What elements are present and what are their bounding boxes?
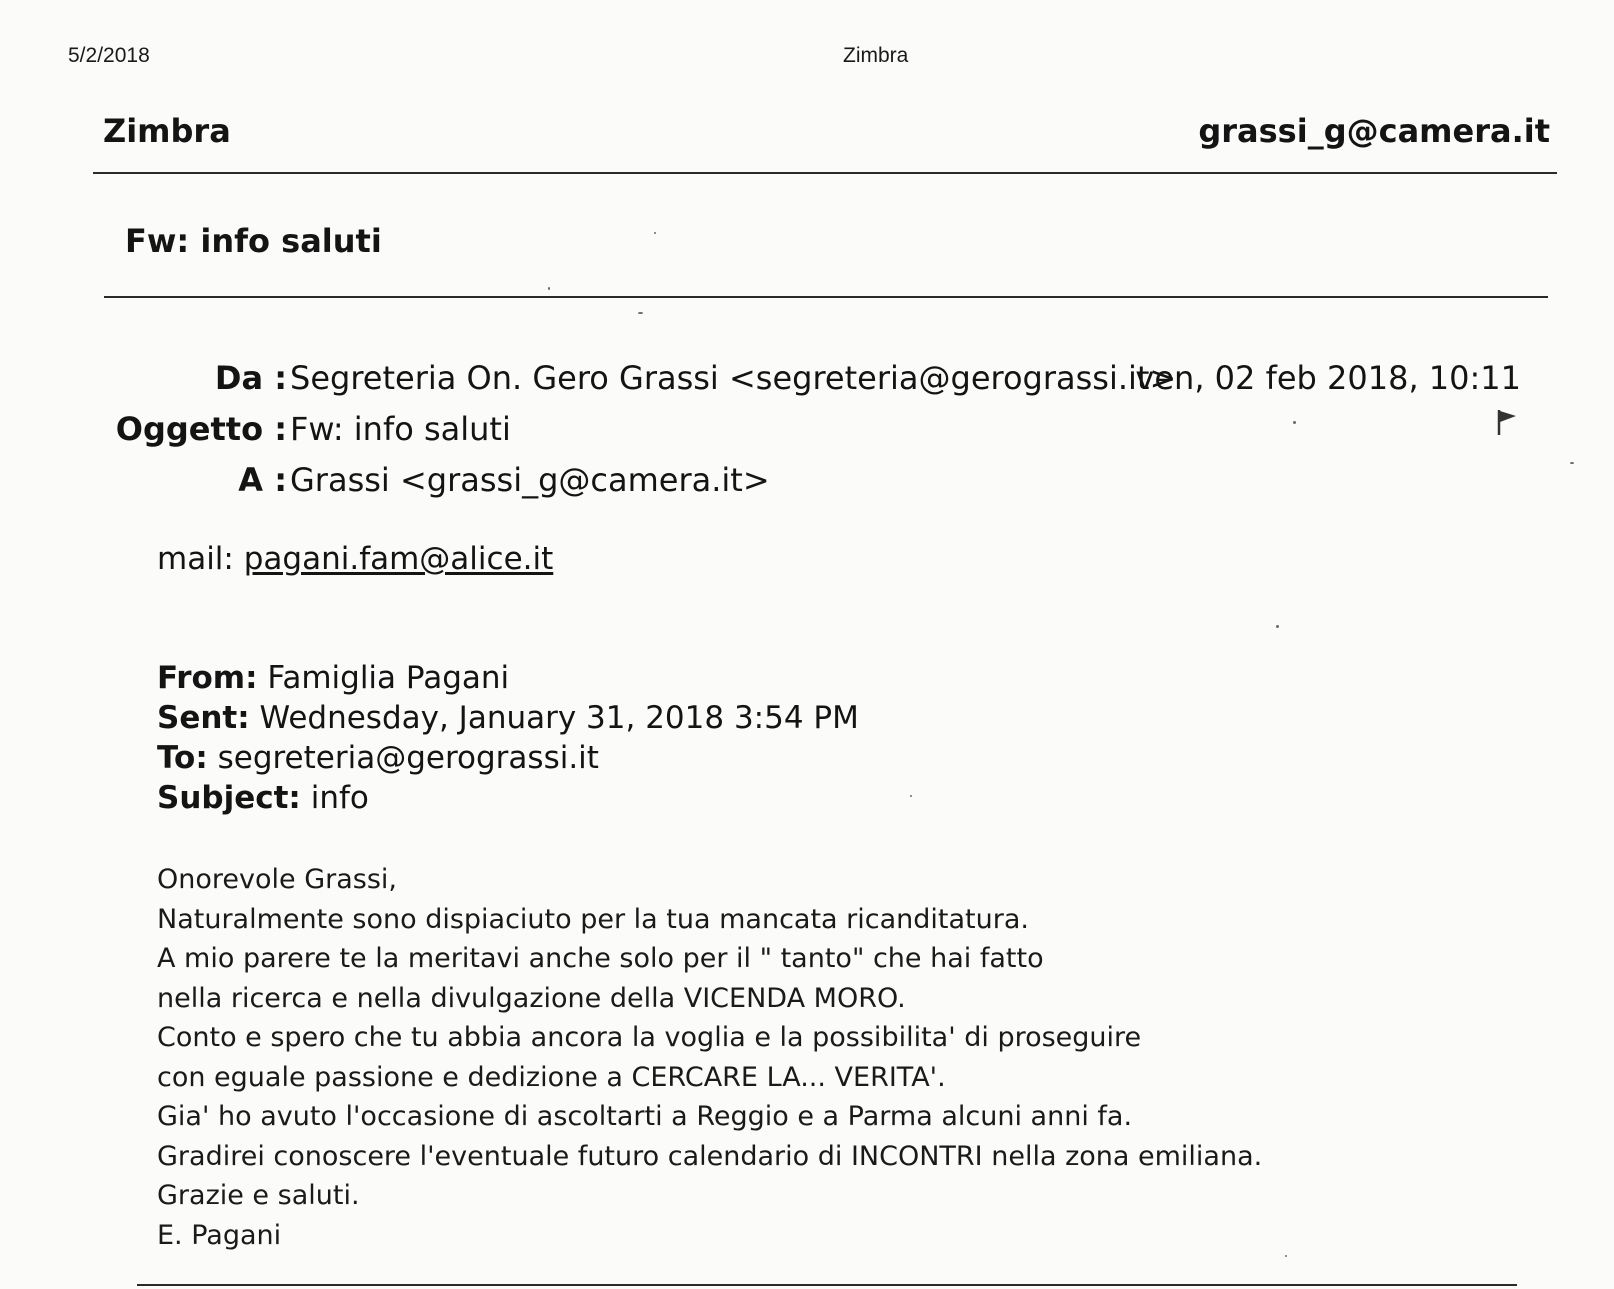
forwarded-sent-row (157, 700, 859, 740)
scan-speck (1293, 421, 1296, 424)
header-subject-row (0, 410, 1614, 454)
body-line: Conto e spero che tu abbia ancora la voglia e la possibilita' di proseguire (157, 1022, 1142, 1053)
account-email: grassi_g@camera.it (1198, 112, 1550, 150)
body-line: A mio parere te la meritavi anche solo per il " tanto" che hai fatto (157, 943, 1044, 974)
header-subject-label: Oggetto : (115, 410, 287, 448)
body-line: E. Pagani (157, 1219, 282, 1251)
body-line: Onorevole Grassi, (157, 864, 397, 895)
forwarded-sent-label: Sent: (157, 700, 250, 736)
header-from-value: Segreteria On. Gero Grassi <segreteria@gerograssi.it> (290, 359, 1177, 397)
scan-speck (1570, 462, 1574, 464)
body-line: con eguale passione e dedizione a CERCARE LA... VERITA'. (157, 1061, 946, 1093)
forwarded-from-label: From: (157, 660, 258, 696)
body-line: nella ricerca e nella divulgazione della VICENDA MORO. (157, 982, 906, 1014)
scan-speck (654, 232, 656, 234)
forwarded-from-row (157, 660, 859, 700)
print-date: 5/2/2018 (68, 44, 150, 67)
message-body (157, 860, 1262, 1255)
footer-divider (137, 1284, 1517, 1286)
subject-divider (104, 296, 1548, 298)
message-subject-title: Fw: info saluti (125, 222, 382, 260)
header-to-label: A : (238, 461, 287, 499)
forwarded-to-value: segreteria@gerograssi.it (217, 740, 599, 776)
scan-speck (548, 287, 550, 290)
body-line: Gradirei conoscere l'eventuale futuro calendario di INCONTRI nella zona emiliana. (157, 1140, 1263, 1172)
mail-link[interactable]: pagani.fam@alice.it (243, 541, 554, 577)
body-line: Grazie e saluti. (157, 1180, 360, 1211)
forwarded-sent-value: Wednesday, January 31, 2018 3:54 PM (259, 700, 859, 736)
scan-speck (638, 312, 643, 314)
forwarded-headers (157, 660, 859, 820)
mail-line (157, 541, 553, 577)
body-line: Gia' ho avuto l'occasione di ascoltarti a Reggio e a Parma alcuni anni fa. (157, 1101, 1133, 1132)
mail-prefix: mail: (157, 541, 234, 577)
header-to-row (0, 461, 1614, 505)
forwarded-from-value: Famiglia Pagani (267, 660, 510, 696)
body-line: Naturalmente sono dispiaciuto per la tua mancata ricanditatura. (157, 903, 1029, 935)
header-divider (93, 172, 1557, 174)
scan-speck (1276, 625, 1279, 628)
header-subject-value: Fw: info saluti (290, 410, 511, 448)
forwarded-to-row (157, 740, 859, 780)
forwarded-subject-row (157, 780, 859, 820)
header-to-value: Grassi <grassi_g@camera.it> (290, 461, 770, 499)
print-title: Zimbra (843, 44, 909, 67)
flag-icon[interactable] (1496, 408, 1520, 436)
message-date: ven, 02 feb 2018, 10:11 (1135, 359, 1521, 397)
forwarded-subject-value: info (310, 780, 369, 816)
app-name: Zimbra (103, 112, 231, 150)
forwarded-subject-label: Subject: (157, 780, 301, 816)
scan-speck (1285, 1255, 1287, 1257)
scan-speck (910, 795, 912, 797)
header-from-label: Da : (214, 359, 287, 397)
forwarded-to-label: To: (157, 740, 208, 776)
